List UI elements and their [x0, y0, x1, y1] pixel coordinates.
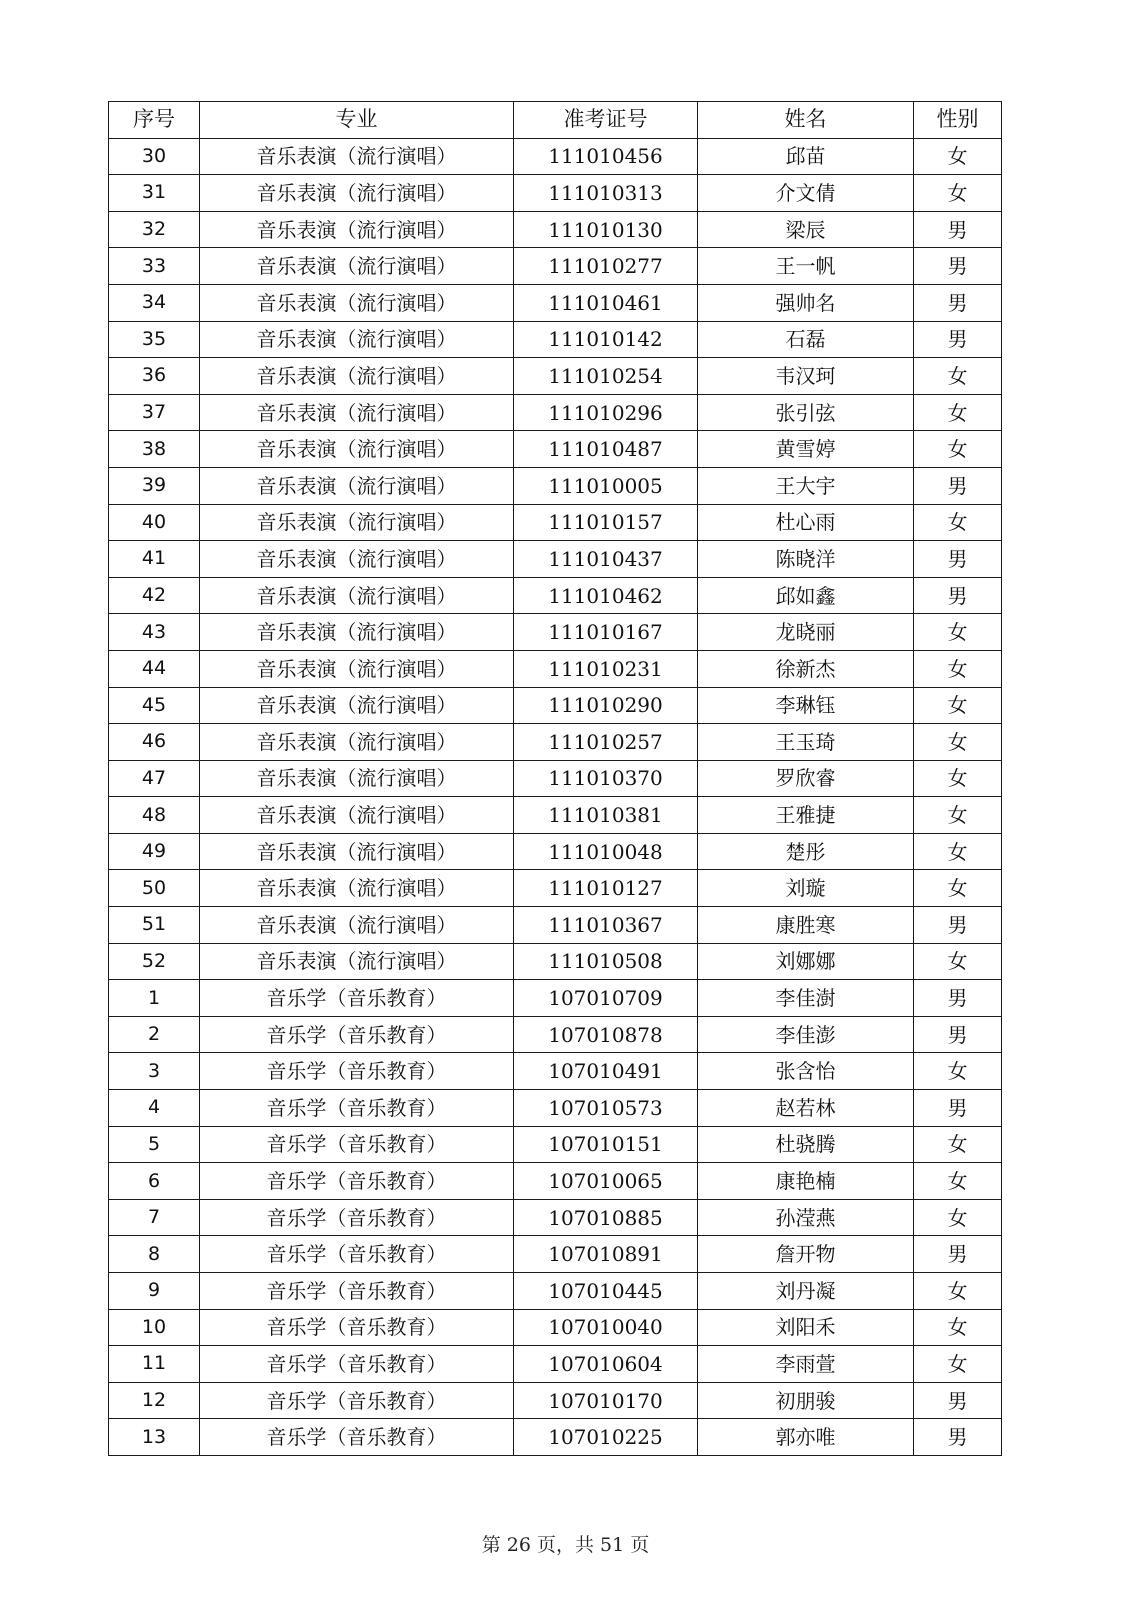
cell-name: 王雅捷 [698, 797, 914, 834]
cell-name: 孙滢燕 [698, 1199, 914, 1236]
cell-exam-no: 111010167 [514, 614, 698, 651]
cell-major: 音乐表演（流行演唱） [200, 614, 514, 651]
cell-major: 音乐学（音乐教育） [200, 1016, 514, 1053]
cell-gender: 女 [914, 650, 1002, 687]
cell-name: 李雨萱 [698, 1346, 914, 1383]
cell-seq: 3 [109, 1053, 200, 1090]
cell-major: 音乐表演（流行演唱） [200, 724, 514, 761]
cell-exam-no: 111010462 [514, 577, 698, 614]
table-row [109, 1053, 1002, 1090]
cell-exam-no: 111010048 [514, 833, 698, 870]
cell-name: 张引弦 [698, 394, 914, 431]
cell-seq: 50 [109, 870, 200, 907]
table-row [109, 284, 1002, 321]
cell-seq: 48 [109, 797, 200, 834]
cell-gender: 女 [914, 760, 1002, 797]
cell-exam-no: 111010142 [514, 321, 698, 358]
cell-gender: 女 [914, 394, 1002, 431]
cell-name: 楚彤 [698, 833, 914, 870]
table-row [109, 724, 1002, 761]
table-row [109, 614, 1002, 651]
roster-table [108, 101, 1002, 1456]
cell-seq: 42 [109, 577, 200, 614]
cell-seq: 45 [109, 687, 200, 724]
table-header-row [109, 102, 1002, 139]
cell-gender: 女 [914, 138, 1002, 175]
cell-name: 李佳澎 [698, 1016, 914, 1053]
cell-major: 音乐学（音乐教育） [200, 1053, 514, 1090]
cell-major: 音乐表演（流行演唱） [200, 248, 514, 285]
cell-major: 音乐表演（流行演唱） [200, 943, 514, 980]
cell-exam-no: 111010231 [514, 650, 698, 687]
table-row [109, 1419, 1002, 1456]
cell-seq: 5 [109, 1126, 200, 1163]
cell-major: 音乐学（音乐教育） [200, 1346, 514, 1383]
cell-seq: 40 [109, 504, 200, 541]
cell-name: 刘娜娜 [698, 943, 914, 980]
cell-gender: 女 [914, 1273, 1002, 1310]
cell-exam-no: 107010573 [514, 1090, 698, 1127]
cell-seq: 30 [109, 138, 200, 175]
header-gender: 性别 [914, 102, 1002, 139]
cell-seq: 36 [109, 358, 200, 395]
table-row [109, 504, 1002, 541]
header-seq: 序号 [109, 102, 200, 139]
cell-name: 王大宇 [698, 467, 914, 504]
cell-gender: 男 [914, 1016, 1002, 1053]
cell-name: 赵若林 [698, 1090, 914, 1127]
table-row [109, 248, 1002, 285]
cell-gender: 男 [914, 248, 1002, 285]
cell-gender: 女 [914, 1053, 1002, 1090]
table-row [109, 577, 1002, 614]
cell-seq: 6 [109, 1163, 200, 1200]
cell-exam-no: 107010885 [514, 1199, 698, 1236]
cell-gender: 男 [914, 577, 1002, 614]
table-row [109, 1382, 1002, 1419]
cell-gender: 男 [914, 321, 1002, 358]
cell-exam-no: 111010367 [514, 907, 698, 944]
table-row [109, 1346, 1002, 1383]
cell-exam-no: 107010445 [514, 1273, 698, 1310]
cell-seq: 7 [109, 1199, 200, 1236]
table-row [109, 980, 1002, 1017]
cell-major: 音乐学（音乐教育） [200, 1419, 514, 1456]
cell-major: 音乐表演（流行演唱） [200, 211, 514, 248]
cell-seq: 13 [109, 1419, 200, 1456]
table-row [109, 1016, 1002, 1053]
cell-name: 刘丹凝 [698, 1273, 914, 1310]
cell-seq: 10 [109, 1309, 200, 1346]
table-row [109, 1236, 1002, 1273]
cell-seq: 34 [109, 284, 200, 321]
cell-exam-no: 111010290 [514, 687, 698, 724]
cell-name: 强帅名 [698, 284, 914, 321]
cell-gender: 男 [914, 1419, 1002, 1456]
cell-name: 黄雪婷 [698, 431, 914, 468]
table-row [109, 175, 1002, 212]
cell-name: 康艳楠 [698, 1163, 914, 1200]
table-row [109, 431, 1002, 468]
table-row [109, 833, 1002, 870]
cell-major: 音乐表演（流行演唱） [200, 321, 514, 358]
cell-name: 徐新杰 [698, 650, 914, 687]
table-row [109, 650, 1002, 687]
table-row [109, 1163, 1002, 1200]
cell-exam-no: 111010277 [514, 248, 698, 285]
cell-gender: 女 [914, 1199, 1002, 1236]
cell-seq: 46 [109, 724, 200, 761]
cell-gender: 男 [914, 467, 1002, 504]
cell-exam-no: 111010370 [514, 760, 698, 797]
cell-seq: 39 [109, 467, 200, 504]
table-row [109, 321, 1002, 358]
table-row [109, 907, 1002, 944]
cell-name: 初朋骏 [698, 1382, 914, 1419]
table-row [109, 1126, 1002, 1163]
cell-seq: 31 [109, 175, 200, 212]
cell-gender: 女 [914, 1163, 1002, 1200]
cell-major: 音乐学（音乐教育） [200, 1236, 514, 1273]
cell-gender: 男 [914, 541, 1002, 578]
cell-major: 音乐表演（流行演唱） [200, 431, 514, 468]
cell-exam-no: 107010878 [514, 1016, 698, 1053]
cell-name: 王玉琦 [698, 724, 914, 761]
cell-major: 音乐表演（流行演唱） [200, 358, 514, 395]
cell-seq: 9 [109, 1273, 200, 1310]
cell-exam-no: 111010456 [514, 138, 698, 175]
cell-major: 音乐表演（流行演唱） [200, 687, 514, 724]
cell-gender: 男 [914, 211, 1002, 248]
cell-seq: 52 [109, 943, 200, 980]
cell-name: 李琳钰 [698, 687, 914, 724]
cell-seq: 1 [109, 980, 200, 1017]
cell-major: 音乐表演（流行演唱） [200, 138, 514, 175]
cell-gender: 女 [914, 724, 1002, 761]
cell-seq: 4 [109, 1090, 200, 1127]
table-row [109, 1309, 1002, 1346]
cell-name: 罗欣睿 [698, 760, 914, 797]
cell-exam-no: 107010151 [514, 1126, 698, 1163]
cell-name: 刘阳禾 [698, 1309, 914, 1346]
cell-name: 陈晓洋 [698, 541, 914, 578]
cell-exam-no: 107010065 [514, 1163, 698, 1200]
cell-gender: 女 [914, 943, 1002, 980]
cell-gender: 女 [914, 175, 1002, 212]
cell-seq: 8 [109, 1236, 200, 1273]
cell-exam-no: 111010508 [514, 943, 698, 980]
cell-seq: 49 [109, 833, 200, 870]
cell-gender: 女 [914, 431, 1002, 468]
cell-gender: 女 [914, 687, 1002, 724]
table-row [109, 870, 1002, 907]
cell-exam-no: 111010157 [514, 504, 698, 541]
cell-seq: 35 [109, 321, 200, 358]
cell-name: 詹开物 [698, 1236, 914, 1273]
cell-major: 音乐表演（流行演唱） [200, 175, 514, 212]
table-row [109, 467, 1002, 504]
cell-seq: 51 [109, 907, 200, 944]
table-row [109, 760, 1002, 797]
table-row [109, 211, 1002, 248]
cell-exam-no: 107010709 [514, 980, 698, 1017]
cell-exam-no: 111010296 [514, 394, 698, 431]
cell-major: 音乐学（音乐教育） [200, 1273, 514, 1310]
cell-seq: 32 [109, 211, 200, 248]
cell-name: 石磊 [698, 321, 914, 358]
cell-major: 音乐表演（流行演唱） [200, 577, 514, 614]
cell-exam-no: 111010005 [514, 467, 698, 504]
cell-seq: 47 [109, 760, 200, 797]
cell-exam-no: 107010891 [514, 1236, 698, 1273]
cell-seq: 12 [109, 1382, 200, 1419]
cell-exam-no: 107010604 [514, 1346, 698, 1383]
cell-name: 梁辰 [698, 211, 914, 248]
cell-seq: 2 [109, 1016, 200, 1053]
cell-gender: 男 [914, 1090, 1002, 1127]
cell-gender: 女 [914, 358, 1002, 395]
cell-exam-no: 111010381 [514, 797, 698, 834]
table-row [109, 1273, 1002, 1310]
table-row [109, 138, 1002, 175]
cell-seq: 33 [109, 248, 200, 285]
header-major: 专业 [200, 102, 514, 139]
cell-name: 康胜寒 [698, 907, 914, 944]
cell-exam-no: 111010461 [514, 284, 698, 321]
cell-name: 龙晓丽 [698, 614, 914, 651]
cell-major: 音乐学（音乐教育） [200, 1163, 514, 1200]
cell-major: 音乐表演（流行演唱） [200, 541, 514, 578]
cell-gender: 女 [914, 504, 1002, 541]
table-row [109, 1199, 1002, 1236]
cell-major: 音乐学（音乐教育） [200, 1090, 514, 1127]
header-exam-no: 准考证号 [514, 102, 698, 139]
cell-name: 郭亦唯 [698, 1419, 914, 1456]
cell-seq: 41 [109, 541, 200, 578]
page-number-footer: 第 26 页，共 51 页 [481, 1534, 650, 1556]
cell-name: 李佳澍 [698, 980, 914, 1017]
cell-name: 杜骁腾 [698, 1126, 914, 1163]
cell-seq: 37 [109, 394, 200, 431]
table-row [109, 797, 1002, 834]
cell-major: 音乐表演（流行演唱） [200, 760, 514, 797]
cell-gender: 女 [914, 1346, 1002, 1383]
cell-major: 音乐学（音乐教育） [200, 1309, 514, 1346]
cell-major: 音乐学（音乐教育） [200, 1199, 514, 1236]
cell-exam-no: 107010170 [514, 1382, 698, 1419]
cell-gender: 女 [914, 870, 1002, 907]
cell-gender: 男 [914, 1382, 1002, 1419]
cell-exam-no: 111010437 [514, 541, 698, 578]
cell-exam-no: 111010487 [514, 431, 698, 468]
cell-exam-no: 111010313 [514, 175, 698, 212]
cell-seq: 38 [109, 431, 200, 468]
cell-major: 音乐表演（流行演唱） [200, 907, 514, 944]
cell-seq: 11 [109, 1346, 200, 1383]
cell-major: 音乐表演（流行演唱） [200, 833, 514, 870]
cell-major: 音乐表演（流行演唱） [200, 284, 514, 321]
table-row [109, 358, 1002, 395]
cell-major: 音乐学（音乐教育） [200, 1126, 514, 1163]
cell-gender: 女 [914, 797, 1002, 834]
cell-gender: 女 [914, 1309, 1002, 1346]
cell-name: 介文倩 [698, 175, 914, 212]
cell-gender: 男 [914, 980, 1002, 1017]
cell-gender: 男 [914, 1236, 1002, 1273]
table-row [109, 687, 1002, 724]
cell-gender: 男 [914, 284, 1002, 321]
cell-name: 韦汉珂 [698, 358, 914, 395]
cell-name: 邱如鑫 [698, 577, 914, 614]
cell-name: 邱苗 [698, 138, 914, 175]
cell-gender: 男 [914, 907, 1002, 944]
table-row [109, 1090, 1002, 1127]
cell-major: 音乐表演（流行演唱） [200, 467, 514, 504]
cell-gender: 女 [914, 833, 1002, 870]
cell-major: 音乐表演（流行演唱） [200, 797, 514, 834]
table-body [109, 138, 1002, 1455]
cell-exam-no: 111010257 [514, 724, 698, 761]
cell-gender: 女 [914, 614, 1002, 651]
table-row [109, 541, 1002, 578]
cell-major: 音乐学（音乐教育） [200, 1382, 514, 1419]
cell-major: 音乐表演（流行演唱） [200, 504, 514, 541]
header-name: 姓名 [698, 102, 914, 139]
table-row [109, 394, 1002, 431]
cell-exam-no: 111010254 [514, 358, 698, 395]
cell-name: 刘璇 [698, 870, 914, 907]
cell-seq: 43 [109, 614, 200, 651]
cell-exam-no: 111010130 [514, 211, 698, 248]
cell-major: 音乐表演（流行演唱） [200, 650, 514, 687]
cell-exam-no: 111010127 [514, 870, 698, 907]
cell-seq: 44 [109, 650, 200, 687]
cell-exam-no: 107010225 [514, 1419, 698, 1456]
cell-name: 张含怡 [698, 1053, 914, 1090]
cell-exam-no: 107010040 [514, 1309, 698, 1346]
cell-name: 王一帆 [698, 248, 914, 285]
cell-gender: 女 [914, 1126, 1002, 1163]
cell-exam-no: 107010491 [514, 1053, 698, 1090]
cell-major: 音乐学（音乐教育） [200, 980, 514, 1017]
table-row [109, 943, 1002, 980]
cell-major: 音乐表演（流行演唱） [200, 870, 514, 907]
cell-major: 音乐表演（流行演唱） [200, 394, 514, 431]
cell-name: 杜心雨 [698, 504, 914, 541]
